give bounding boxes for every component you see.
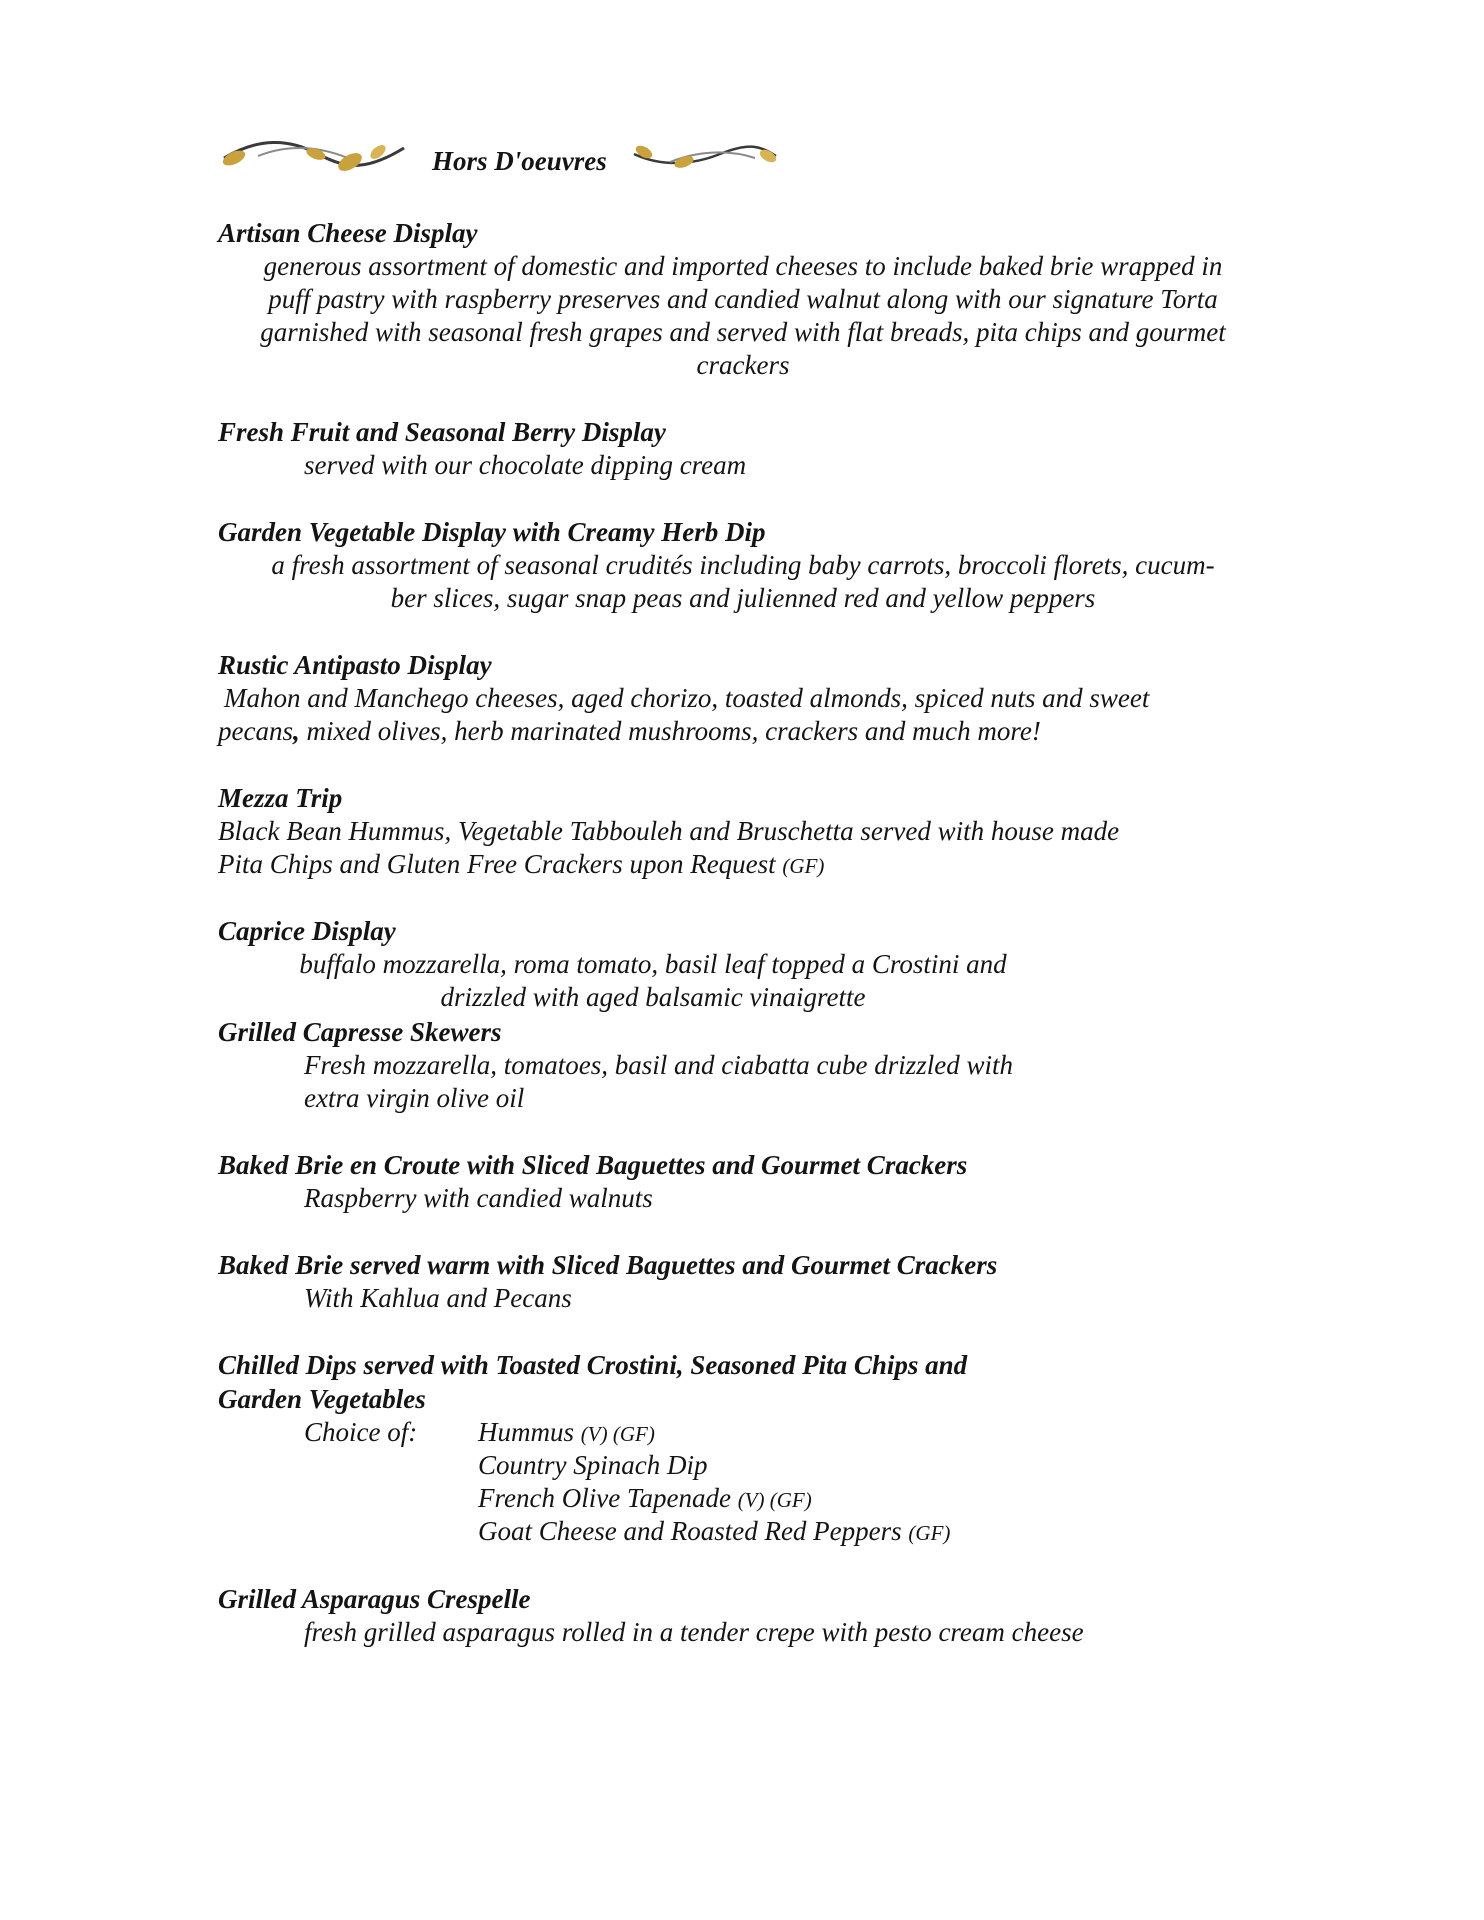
item-title: Caprice Display — [218, 916, 396, 946]
item-title: Garden Vegetable Display with Creamy Herb Dip — [218, 517, 766, 547]
choice-row — [218, 1515, 1268, 1548]
choice-option — [478, 1482, 812, 1517]
item-title: Garden Vegetables — [218, 1384, 426, 1414]
dietary-tag: (GF) — [908, 1521, 951, 1545]
menu-item-chilled-dips — [218, 1348, 1268, 1548]
item-description-line: crackers — [696, 350, 790, 380]
choice-name: Hummus — [478, 1417, 575, 1447]
choice-option — [478, 1449, 708, 1484]
item-description-line: a fresh assortment of seasonal crudités including baby carrots, broccoli florets, cucum- — [271, 550, 1215, 580]
menu-item-mezza-trip — [218, 781, 1268, 883]
item-description-line: Raspberry with candied walnuts — [304, 1183, 653, 1213]
item-description-line: drizzled with aged balsamic vinaigrette — [440, 982, 866, 1012]
item-title: Chilled Dips served with Toasted Crostini, Seasoned Pita Chips and — [218, 1350, 968, 1380]
item-title: Fresh Fruit and Seasonal Berry Display — [218, 417, 666, 447]
item-title: Mezza Trip — [218, 783, 343, 813]
dietary-tag: (GF) — [782, 854, 825, 878]
item-description-line: generous assortment of domestic and imported cheeses to include baked brie wrapped in — [263, 251, 1223, 281]
item-description-line: Fresh mozzarella, tomatoes, basil and ciabatta cube drizzled with — [304, 1050, 1013, 1080]
menu-item-grilled-asparagus-crespelle — [218, 1582, 1268, 1649]
gold-leaf-vine-icon — [630, 136, 780, 176]
item-description-text: pecans — [218, 716, 293, 746]
menu-item-baked-brie-served-warm — [218, 1248, 1268, 1315]
choice-row — [218, 1482, 1268, 1515]
dietary-tag: (V) (GF) — [580, 1422, 655, 1446]
dietary-tag: (V) (GF) — [737, 1488, 812, 1512]
item-description-line: served with our chocolate dipping cream — [304, 450, 747, 480]
item-description-line: extra virgin olive oil — [304, 1083, 525, 1113]
choice-name: French Olive Tapenade — [478, 1483, 731, 1513]
item-description-line: garnished with seasonal fresh grapes and served with flat breads, pita chips and gourmet — [260, 317, 1226, 347]
page-title: Hors D'oeuvres — [432, 146, 607, 176]
item-description-line: ber slices, sugar snap peas and julienned red and yellow peppers — [390, 583, 1096, 613]
choice-option — [478, 1416, 655, 1451]
choice-row — [218, 1416, 1268, 1449]
item-title: Artisan Cheese Display — [218, 218, 478, 248]
item-title: Baked Brie en Croute with Sliced Baguettes and Gourmet Crackers — [218, 1150, 968, 1180]
menu-item-baked-brie-en-croute — [218, 1148, 1268, 1215]
item-title: Grilled Capresse Skewers — [218, 1017, 502, 1047]
item-description-line: fresh grilled asparagus rolled in a tender crepe with pesto cream cheese — [304, 1617, 1084, 1647]
menu-item-caprice-display — [218, 914, 1268, 1014]
item-title: Baked Brie served warm with Sliced Baguettes and Gourmet Crackers — [218, 1250, 998, 1280]
menu-item-grilled-capresse-skewers — [218, 1015, 1268, 1115]
menu-item-artisan-cheese-display — [218, 216, 1268, 382]
choice-name: Country Spinach Dip — [478, 1450, 708, 1480]
item-title: Rustic Antipasto Display — [218, 650, 492, 680]
gold-leaf-vine-icon — [218, 136, 410, 176]
item-description-text: Pita Chips and Gluten Free Crackers upon Request — [218, 849, 776, 879]
item-description-line — [218, 848, 1268, 883]
item-description-line: Black Bean Hummus, Vegetable Tabbouleh and Bruschetta served with house made — [218, 816, 1120, 846]
menu-item-fresh-fruit-display — [218, 415, 1268, 482]
choice-option — [478, 1515, 950, 1550]
menu-item-garden-vegetable-display — [218, 515, 1268, 615]
item-description-line — [218, 715, 1268, 748]
item-description-line: puff pastry with raspberry preserves and candied walnut along with our signature Torta — [268, 284, 1218, 314]
choice-label: Choice of: — [304, 1417, 418, 1447]
choice-row — [218, 1449, 1268, 1482]
item-description-line: With Kahlua and Pecans — [304, 1283, 572, 1313]
choice-name: Goat Cheese and Roasted Red Peppers — [478, 1516, 902, 1546]
item-title: Grilled Asparagus Crespelle — [218, 1584, 531, 1614]
item-description-text: mixed olives, herb marinated mushrooms, crackers and much more! — [299, 716, 1041, 746]
item-description-comma: , — [292, 716, 300, 746]
menu-item-rustic-antipasto-display — [218, 648, 1268, 748]
item-description-line: buffalo mozzarella, roma tomato, basil leaf topped a Crostini and — [299, 949, 1007, 979]
item-description-line: Mahon and Manchego cheeses, aged chorizo, toasted almonds, spiced nuts and sweet — [224, 683, 1150, 713]
menu-header — [218, 136, 1218, 186]
